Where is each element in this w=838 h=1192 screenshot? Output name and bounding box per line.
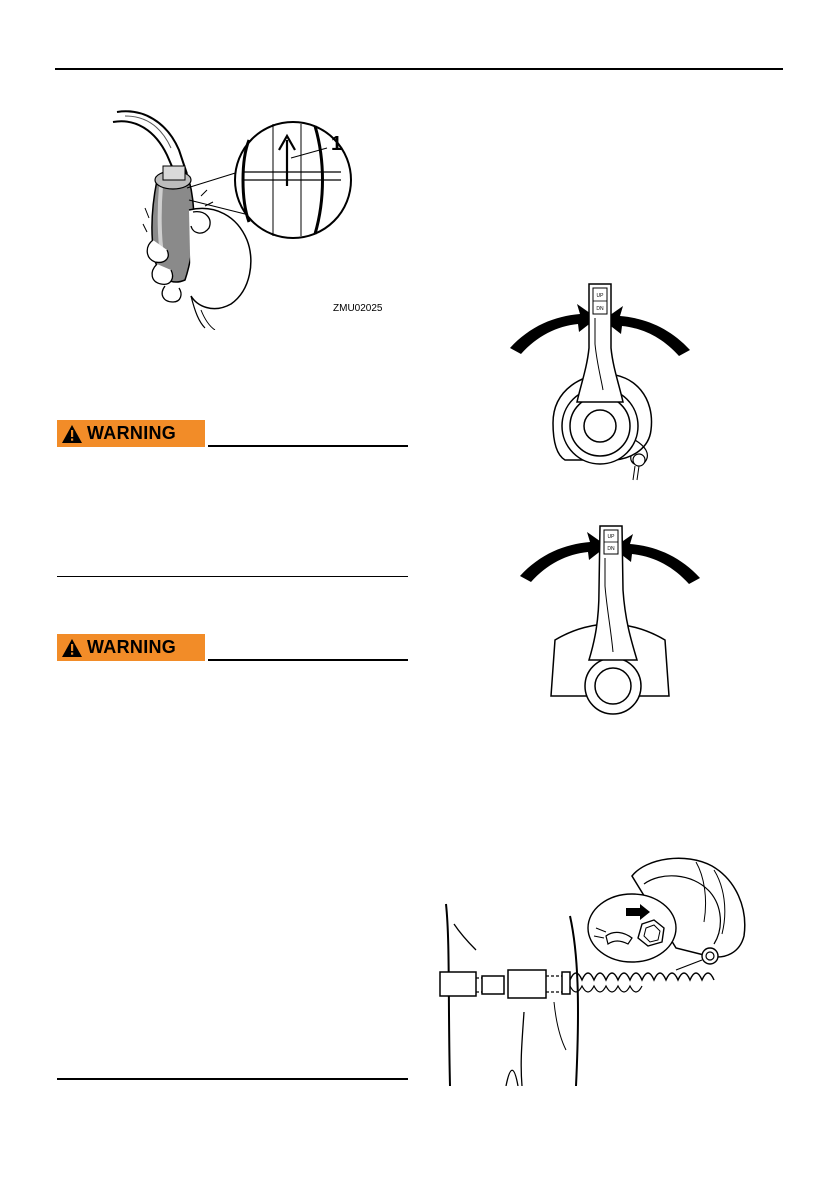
fuel-primer-bulb-illustration (105, 100, 395, 330)
lever-dn-label: DN (607, 546, 615, 552)
header-rule (55, 68, 783, 70)
figure-code: ZMU02025 (333, 303, 383, 314)
lever-up-label: UP (596, 293, 604, 299)
warning-triangle-icon (57, 634, 87, 661)
engine-stop-lanyard-illustration (436, 852, 766, 1086)
warning-badge (57, 420, 205, 447)
warning-label: WARNING (87, 423, 177, 443)
remote-control-lever-illustration (505, 278, 695, 483)
warning-badge (57, 634, 205, 661)
warning-label: WARNING (87, 637, 177, 657)
warning-end-rule (57, 576, 408, 577)
lever-dn-label: DN (596, 306, 604, 312)
lever-up-label: UP (607, 534, 615, 540)
binnacle-control-lever-illustration (515, 520, 705, 715)
warning-triangle-icon (57, 420, 87, 447)
warning-heading-rule (208, 659, 408, 661)
callout-number: 1 (331, 133, 343, 155)
warning-end-rule (57, 1078, 408, 1080)
warning-heading-rule (208, 445, 408, 447)
